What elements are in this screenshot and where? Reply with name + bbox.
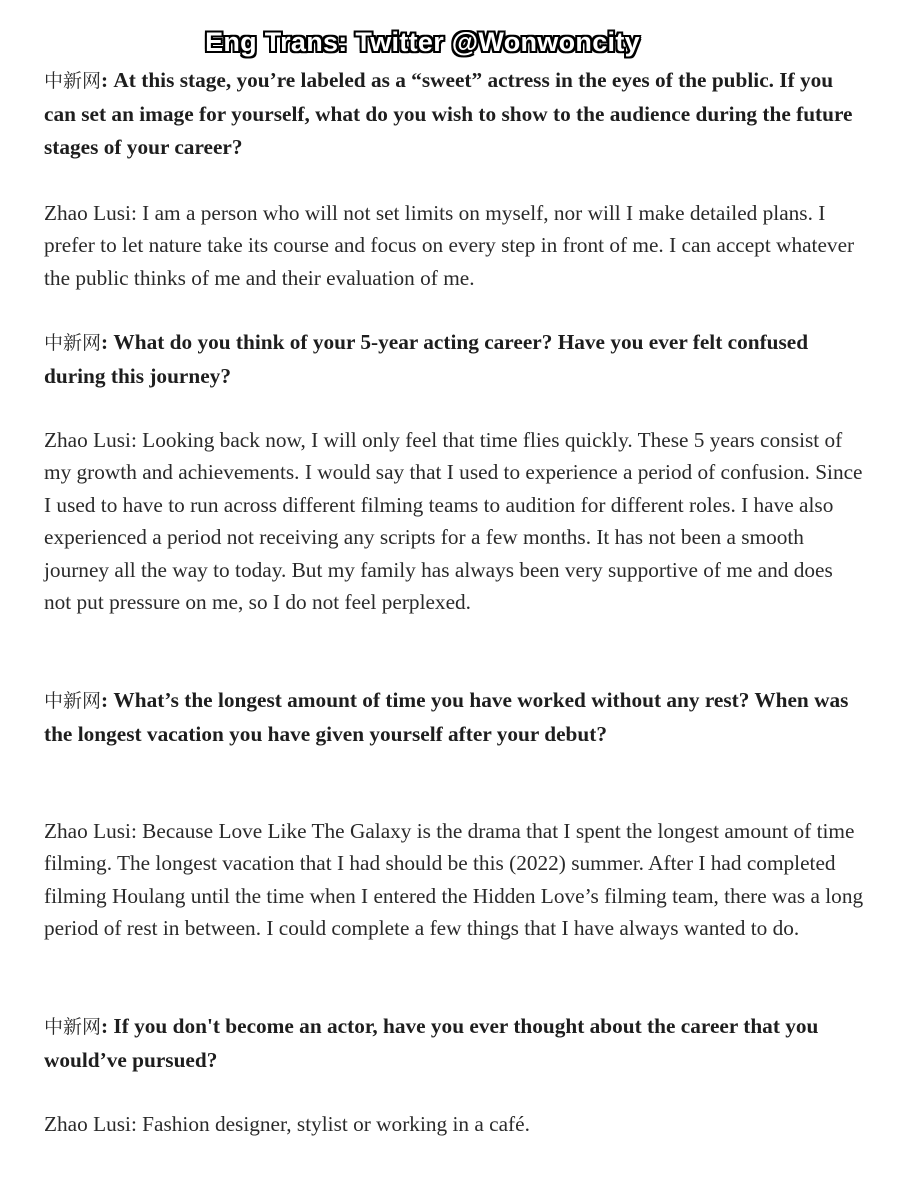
source-label: 中新网 [44, 332, 102, 354]
question-4 [44, 1010, 864, 1077]
question-text: : If you don't become an actor, have you ever thought about the career that you would’ve pursued? [44, 1014, 819, 1072]
question-text: : What do you think of your 5-year acting career? Have you ever felt confused during this journey? [44, 330, 809, 388]
source-label: 中新网 [44, 690, 102, 712]
question-1 [44, 64, 864, 164]
question-text: : At this stage, you’re labeled as a “sweet” actress in the eyes of the public. If you can set an image for yourself, what do you wish to show to the audience during the future stages of your career? [44, 68, 853, 159]
answer-2: Zhao Lusi: Looking back now, I will only feel that time flies quickly. These 5 years consist of my growth and achievements. I would say that I used to experience a period of confusion. Since I used to have to run across different filming teams to audition for different roles. I have also experienced a period not receiving any scripts for a few months. It has not been a smooth journey all the way to today. But my family has always been very supportive of me and does not put pressure on me, so I do not feel perplexed. [44, 428, 863, 615]
answer-1: Zhao Lusi: I am a person who will not set limits on myself, nor will I make detailed plans. I prefer to let nature take its course and focus on every step in front of me. I can accept whatever the public thinks of me and their evaluation of me. [44, 201, 855, 290]
question-2 [44, 326, 864, 393]
watermark-credit: Eng Trans: Twitter @Wonwoncity [205, 27, 640, 57]
source-label: 中新网 [44, 1016, 102, 1038]
question-text: : What’s the longest amount of time you have worked without any rest? When was the longest vacation you have given yourself after your debut? [44, 688, 849, 746]
answer-4: Zhao Lusi: Fashion designer, stylist or working in a café. [44, 1112, 530, 1136]
source-label: 中新网 [44, 70, 102, 92]
answer-3: Zhao Lusi: Because Love Like The Galaxy is the drama that I spent the longest amount of time filming. The longest vacation that I had should be this (2022) summer. After I had completed filming Houlang until the time when I entered the Hidden Love’s filming team, there was a long period of rest in between. I could complete a few things that I have always wanted to do. [44, 819, 864, 941]
question-3 [44, 684, 864, 751]
